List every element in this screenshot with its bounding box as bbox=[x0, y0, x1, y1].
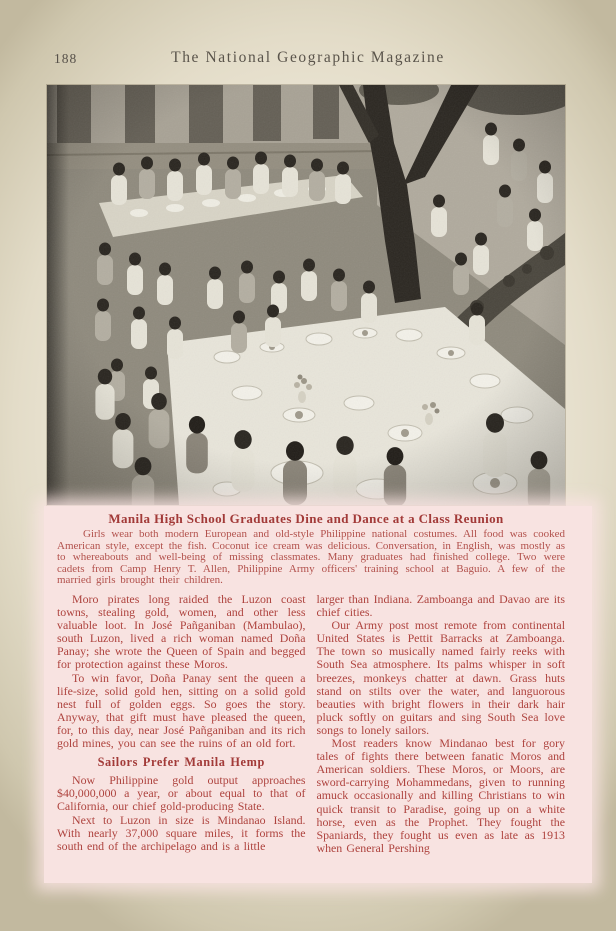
paragraph-gold-output: Now Philippine gold output approaches $40,000,000 a year, or about equal to that of California, our chief gold-producing State. bbox=[57, 773, 306, 814]
paragraph-gold-hen: To win favor, Doña Panay sent the queen a life-size, solid gold hen, sitting on a solid gold nest full of golden eggs. So goes the story. Anyway, that gift must have pleased the queen, for, to this day, near José Pañganiban and its rich gold mines, you can see the ruins of an old fort. bbox=[57, 670, 306, 751]
paragraph-army-post: Our Army post most remote from continental United States is Pettit Barracks at Zamboanga. The town so musically named fairly reeks with South Sea atmosphere. Its palms whisper in soft breezes, monkeys chatter at dawn. Grass huts stand on stilts over the water, and languorous beauties with bright flowers in their dark hair pluck softly on guitars and sing South Sea love songs to lonely sailors. bbox=[316, 618, 565, 737]
paragraph-chief-cities: larger than Indiana. Zamboanga and Davao are its chief cities. bbox=[316, 592, 565, 620]
photo-caption-body: Girls wear both modern European and old-style Philippine national costumes. All food was cooked American style, except the fish. Coconut ice cream was delicious. Conversation, in English, was mostly as to whereabouts and well-being of missing classmates. Many graduates had finished college. Two were cadets from Camp Henry T. Allen, Philippine Army officers' training school at Baguio. A few of the married girls brought their children. bbox=[57, 528, 565, 587]
reunion-photo bbox=[47, 85, 565, 505]
paragraph-moro-pirates: Moro pirates long raided the Luzon coast towns, stealing gold, women, and other less valuable loot. In José Pañganiban (Mambulao), south Luzon, lived a rich woman named Doña Panay; she wrote the Queen of Spain and begged for protection against these Moros. bbox=[57, 592, 306, 672]
article-columns bbox=[57, 593, 565, 855]
article-column-left bbox=[57, 593, 306, 855]
magazine-title-header: The National Geographic Magazine bbox=[171, 49, 445, 66]
paragraph-mindanao-size: Next to Luzon in size is Mindanao Island. With nearly 37,000 square miles, it forms the south end of the archipelago and is a little bbox=[57, 812, 306, 853]
article-column-right bbox=[317, 593, 566, 855]
banquet-photo-illustration bbox=[47, 85, 565, 505]
paragraph-moros-fights: Most readers know Mindanao best for gory tales of fights there between fanatic Moros and American soldiers. These Moros, or Moors, are sword-carrying Mohammedans, given to running amuck occasionally and killing Christians to win quick transit to Paradise, going up on a white horse, even as the Prophet. They fought the Spaniards, they fought us even as late as 1913 when General Pershing bbox=[316, 736, 565, 855]
photo-caption-title: Manila High School Graduates Dine and Dance at a Class Reunion bbox=[108, 511, 504, 526]
section-heading-manila-hemp: Sailors Prefer Manila Hemp bbox=[97, 755, 265, 770]
page-header-row bbox=[0, 49, 616, 69]
page-number: 188 bbox=[54, 51, 78, 66]
